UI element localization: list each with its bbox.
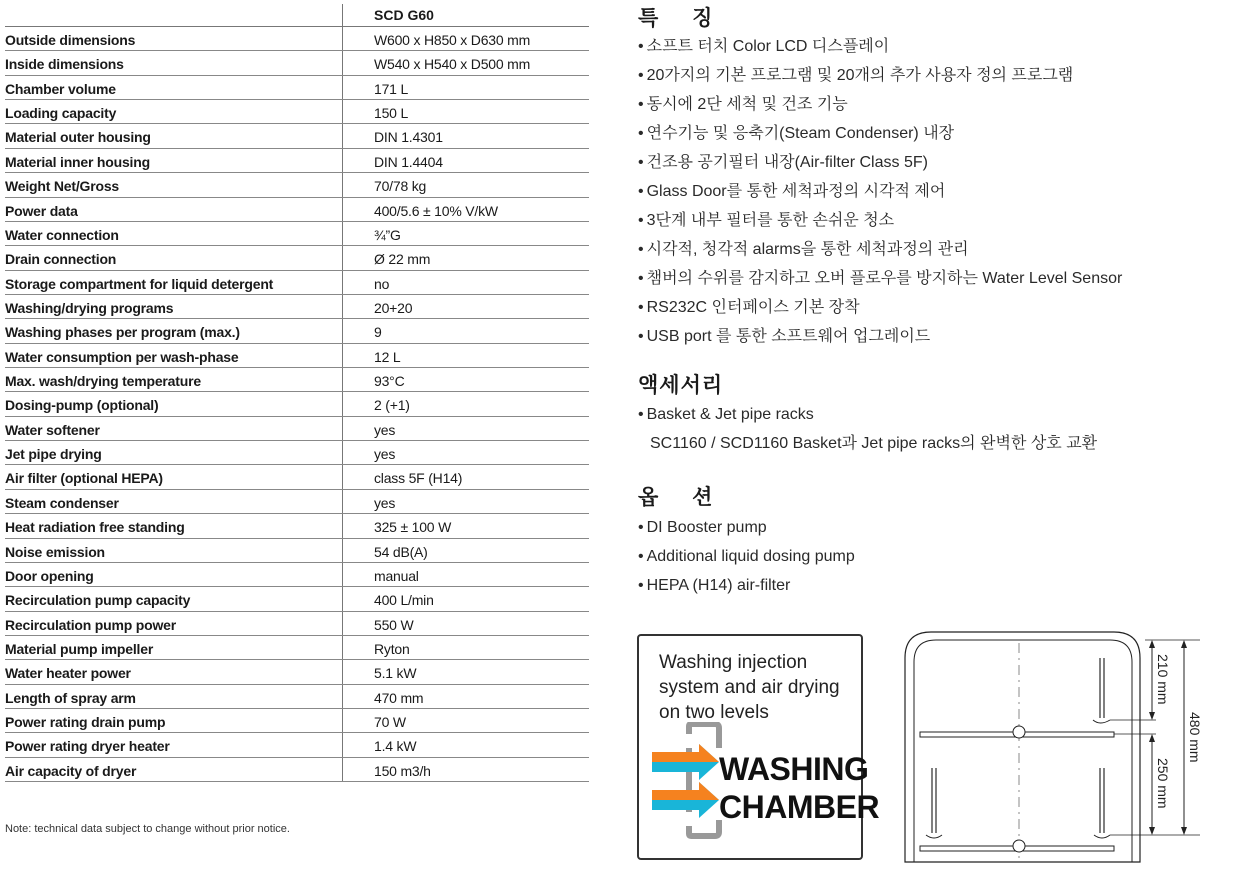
- spec-row: [5, 368, 589, 392]
- spec-label: Noise emission: [5, 543, 105, 560]
- spec-row: [5, 587, 589, 611]
- spec-row: [5, 100, 589, 124]
- spec-label: Water softener: [5, 421, 100, 438]
- spec-row: [5, 758, 589, 782]
- spec-value: yes: [374, 494, 396, 511]
- spec-value: 550 W: [374, 616, 414, 633]
- spec-label: Jet pipe drying: [5, 446, 102, 463]
- spec-value: yes: [374, 421, 396, 438]
- spec-row: [5, 51, 589, 75]
- accessories-title: 액세서리: [638, 374, 724, 397]
- spec-value: 325 ± 100 W: [374, 519, 452, 536]
- accessories-item: • Basket & Jet pipe racks: [638, 406, 814, 423]
- spec-label: Max. wash/drying temperature: [5, 373, 201, 390]
- spec-row: [5, 660, 589, 684]
- dim-total-label: 480 mm: [1187, 712, 1203, 763]
- spec-label: Washing/drying programs: [5, 299, 174, 316]
- spec-row: [5, 709, 589, 733]
- spec-row: [5, 685, 589, 709]
- arrows-icon: [649, 722, 729, 842]
- spec-label: Material pump impeller: [5, 640, 154, 657]
- spec-label: Length of spray arm: [5, 689, 136, 706]
- dim-top-label: 210 mm: [1155, 654, 1171, 705]
- spec-table: [5, 4, 589, 782]
- spec-row: [5, 124, 589, 148]
- spec-value: 1.4 kW: [374, 738, 417, 755]
- spec-row: [5, 27, 589, 51]
- spec-label: Air capacity of dryer: [5, 762, 137, 779]
- feature-item: • 연수기능 및 응축기(Steam Condenser) 내장: [638, 125, 955, 142]
- spec-label: Material outer housing: [5, 129, 151, 146]
- spec-value: 54 dB(A): [374, 543, 428, 560]
- spec-row: [5, 490, 589, 514]
- spec-value: 9: [374, 324, 382, 341]
- chamber-word: CHAMBER: [719, 789, 880, 825]
- spec-row: [5, 514, 589, 538]
- spec-value: DIN 1.4301: [374, 129, 443, 146]
- feature-item: • 3단계 내부 필터를 통한 손쉬운 청소: [638, 212, 895, 229]
- spec-value: W600 x H850 x D630 mm: [374, 32, 531, 48]
- spec-row: [5, 149, 589, 173]
- spec-label: Storage compartment for liquid detergent: [5, 275, 274, 292]
- feature-item: • Glass Door를 통한 세척과정의 시각적 제어: [638, 183, 946, 200]
- feature-item: • USB port 를 통한 소프트웨어 업그레이드: [638, 328, 931, 345]
- feature-item: • RS232C 인터페이스 기본 장착: [638, 299, 860, 316]
- spec-row: [5, 198, 589, 222]
- spec-label: Heat radiation free standing: [5, 519, 185, 536]
- spec-note: Note: technical data subject to change without prior notice.: [5, 823, 290, 835]
- washing-chamber-box: [637, 634, 880, 860]
- spec-label: Washing phases per program (max.): [5, 324, 240, 341]
- spec-row: [5, 465, 589, 489]
- spec-value: 5.1 kW: [374, 665, 417, 682]
- spec-label: Recirculation pump power: [5, 616, 176, 633]
- feature-item: • 시각적, 청각적 alarms을 통한 세척과정의 관리: [638, 241, 969, 258]
- spec-value: Ø 22 mm: [374, 251, 431, 268]
- washing-word: WASHING: [719, 751, 869, 787]
- feature-item: • 챔버의 수위를 감지하고 오버 플로우를 방지하는 Water Level Sensor: [638, 270, 1123, 287]
- spec-row: [5, 246, 589, 270]
- accessories-section: [638, 369, 1097, 458]
- spec-row: [5, 319, 589, 343]
- spec-row: [5, 222, 589, 246]
- spec-row: [5, 392, 589, 416]
- option-item: • DI Booster pump: [638, 519, 767, 536]
- spec-value: 171 L: [374, 80, 409, 97]
- spec-label: Loading capacity: [5, 105, 117, 122]
- spec-label: Weight Net/Gross: [5, 178, 120, 195]
- spec-value: class 5F (H14): [374, 470, 463, 487]
- spec-value: W540 x H540 x D500 mm: [374, 56, 531, 73]
- spec-label: Inside dimensions: [5, 56, 124, 73]
- spec-row: [5, 733, 589, 757]
- accessories-sub: SC1160 / SCD1160 Basket과 Jet pipe racks의 완벽한 상호 교환: [650, 435, 1098, 452]
- spec-value: 400 L/min: [374, 592, 434, 609]
- spec-value: 150 L: [374, 105, 409, 122]
- spec-label: Recirculation pump capacity: [5, 592, 191, 609]
- spec-value: 20+20: [374, 299, 413, 316]
- option-item: • Additional liquid dosing pump: [638, 548, 855, 565]
- spec-row: [5, 563, 589, 587]
- spec-value: 70 W: [374, 714, 406, 731]
- spec-value: yes: [374, 446, 396, 463]
- spec-label: Material inner housing: [5, 153, 150, 170]
- feature-item: • 동시에 2단 세척 및 건조 기능: [638, 96, 848, 113]
- spec-row: [5, 636, 589, 660]
- spec-value: 93°C: [374, 373, 405, 390]
- spec-row: [5, 612, 589, 636]
- dim-bottom-label: 250 mm: [1155, 758, 1171, 809]
- features-section: [638, 2, 1122, 351]
- spec-value: 470 mm: [374, 689, 424, 706]
- spec-label: Steam condenser: [5, 494, 119, 511]
- feature-item: • 소프트 터치 Color LCD 디스플레이: [638, 38, 890, 55]
- spec-row: [5, 417, 589, 441]
- feature-item: • 20가지의 기본 프로그램 및 20개의 추가 사용자 정의 프로그램: [638, 67, 1074, 84]
- spec-row: [5, 173, 589, 197]
- spec-row: [5, 441, 589, 465]
- spec-value: ¾”G: [374, 226, 401, 243]
- options-section: [638, 481, 855, 600]
- wash-description: Washing injection system and air drying on two levels: [659, 652, 840, 723]
- spec-value: no: [374, 275, 390, 292]
- spec-value: DIN 1.4404: [374, 153, 443, 170]
- spec-label: Chamber volume: [5, 80, 116, 97]
- spec-row: [5, 76, 589, 100]
- spec-row: [5, 271, 589, 295]
- spec-table-header: [5, 4, 589, 27]
- spec-label: Power rating dryer heater: [5, 738, 170, 755]
- spec-row: [5, 295, 589, 319]
- spec-label: Drain connection: [5, 251, 117, 268]
- chamber-diagram: [900, 628, 1210, 868]
- spec-value: 70/78 kg: [374, 178, 427, 195]
- model-name: SCD G60: [374, 7, 434, 23]
- spec-label: Power data: [5, 202, 78, 219]
- spec-value: 400/5.6 ± 10% V/kW: [374, 202, 498, 219]
- features-title: 특 징: [638, 7, 727, 30]
- spec-value: 150 m3/h: [374, 762, 431, 779]
- spec-value: 12 L: [374, 348, 401, 365]
- spec-label: Water connection: [5, 226, 119, 243]
- spec-label: Outside dimensions: [5, 32, 136, 48]
- spec-label: Power rating drain pump: [5, 714, 166, 731]
- options-title: 옵 션: [638, 486, 727, 509]
- spec-value: 2 (+1): [374, 397, 410, 414]
- spec-row: [5, 539, 589, 563]
- spec-label: Air filter (optional HEPA): [5, 470, 163, 487]
- spec-value: manual: [374, 567, 419, 584]
- spec-label: Water consumption per wash-phase: [5, 348, 239, 365]
- spec-value: Ryton: [374, 640, 410, 657]
- feature-item: • 건조용 공기필터 내장(Air-filter Class 5F): [638, 154, 928, 171]
- spec-label: Dosing-pump (optional): [5, 397, 159, 414]
- spec-label: Door opening: [5, 567, 94, 584]
- option-item: • HEPA (H14) air-filter: [638, 577, 791, 594]
- spec-row: [5, 344, 589, 368]
- spec-label: Water heater power: [5, 665, 131, 682]
